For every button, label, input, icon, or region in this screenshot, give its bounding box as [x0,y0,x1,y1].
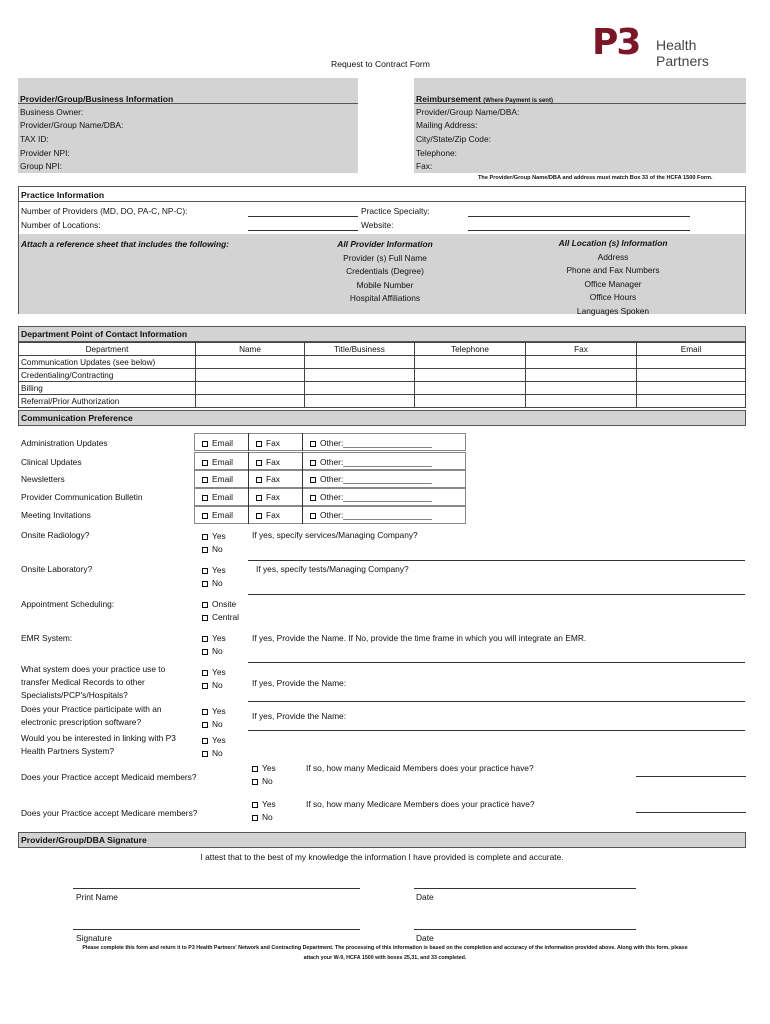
reimb-field-mailing: Mailing Address: [416,120,478,130]
laboratory-followup: If yes, specify tests/Managing Company? [256,564,409,574]
dept-cell: Credentialing/Contracting [19,369,196,382]
records-question-l2: transfer Medical Records to other [21,677,145,687]
fax-checkbox[interactable]: Fax [256,492,280,502]
telephone-cell[interactable] [415,356,526,369]
linking-question-l1: Would you be interested in linking with P3 [21,733,176,743]
footer-instructions-l2: attach your W-9, HCFA 1500 with boxes 25,31, and 33 completed. [303,955,467,961]
table-header-row [19,343,746,356]
email-cell[interactable] [637,395,746,408]
comm-row-label: Clinical Updates [21,457,82,467]
laboratory-yes[interactable]: Yes [202,565,226,575]
dept-cell: Referral/Prior Authorization [19,395,196,408]
reimb-field-fax: Fax: [416,161,433,171]
email-cell[interactable] [637,382,746,395]
scheduling-onsite[interactable]: Onsite [202,599,236,609]
location-list-item: Phone and Fax Numbers [566,265,660,275]
provider-list-item: Provider (s) Full Name [343,252,427,263]
fax-checkbox[interactable]: Fax [256,457,280,467]
eprescribe-question-l2: electronic prescription software? [21,717,142,727]
emr-followup: If yes, Provide the Name. If No, provide the time frame in which you will integrate an EMR. [252,633,587,643]
radiology-followup: If yes, specify services/Managing Company? [252,530,418,540]
col-email: Email [637,343,746,356]
medicare-no[interactable]: No [252,812,273,822]
table-row [19,382,746,395]
scheduling-central[interactable]: Central [202,612,239,622]
telephone-cell[interactable] [415,369,526,382]
location-list-item: Office Hours [589,292,637,302]
practice-info-title: Practice Information [21,190,105,200]
num-locations-label: Number of Locations: [21,220,101,230]
medicare-question: Does your Practice accept Medicare members? [21,808,198,818]
contacts-header [18,326,746,342]
website-label: Website: [361,220,394,230]
provider-info-box [18,78,358,173]
signature-line[interactable] [73,929,360,930]
provider-list-title: All Provider Information [337,239,433,249]
location-list-item: Office Manager [584,278,642,289]
email-cell[interactable] [637,356,746,369]
col-title: Title/Business [305,343,415,356]
table-row [19,395,746,408]
medicaid-question: Does your Practice accept Medicaid members? [21,772,197,782]
other-checkbox[interactable]: Other:___________________ [310,474,432,484]
reimb-field-city: City/State/Zip Code: [416,134,491,144]
records-yes[interactable]: Yes [202,667,226,677]
medicaid-followup: If so, how many Medicaid Members does your practice have? [306,763,534,773]
medicare-answer-line[interactable] [636,812,746,813]
medicare-yes[interactable]: Yes [252,799,276,809]
reimbursement-subtitle: (Where Payment is sent) [483,98,553,104]
radiology-answer-line[interactable] [248,560,745,561]
dept-cell: Communication Updates (see below) [19,356,196,369]
print-name-line[interactable] [73,888,360,889]
location-info-list [530,237,696,318]
medicaid-no[interactable]: No [252,776,273,786]
signature-label: Signature [76,933,112,943]
title-cell[interactable] [305,395,415,408]
records-question-l1: What system does your practice use to [21,664,166,674]
specialty-label: Practice Specialty: [361,206,430,216]
date-label-2: Date [416,933,434,943]
fax-cell[interactable] [526,369,637,382]
provider-field-name-dba: Provider/Group Name/DBA: [20,120,124,130]
location-list-title: All Location (s) Information [558,238,668,248]
signature-title: Provider/Group/DBA Signature [21,835,147,845]
col-name: Name [196,343,305,356]
logo-line2: Partners [656,53,709,69]
form-title: Request to Contract Form [331,59,430,69]
comm-row-label: Provider Communication Bulletin [21,492,143,502]
emr-no[interactable]: No [202,646,223,656]
col-department: Department [19,343,196,356]
attestation-text: I attest that to the best of my knowledge the information I have provided is complete and accurate. [200,852,564,862]
name-cell[interactable] [196,382,305,395]
telephone-cell[interactable] [415,395,526,408]
records-answer-line[interactable] [248,701,745,702]
provider-list-item: Mobile Number [356,279,414,290]
table-row [19,369,746,382]
linking-no[interactable]: No [202,748,223,758]
provider-field-group-npi: Group NPI: [20,161,62,171]
reimbursement-note: The Provider/Group Name/DBA and address must match Box 33 of the HCFA 1500 Form. [478,175,713,181]
other-checkbox[interactable]: Other:___________________ [310,492,432,502]
table-row [19,356,746,369]
email-checkbox[interactable]: Email [202,492,233,502]
fax-checkbox[interactable]: Fax [256,438,280,448]
provider-list-item: Hospital Affiliations [349,293,421,303]
comm-row-label: Administration Updates [21,438,108,448]
radiology-question: Onsite Radiology? [21,530,90,540]
date-line-2[interactable] [414,929,636,930]
fax-cell[interactable] [526,382,637,395]
laboratory-no[interactable]: No [202,578,223,588]
email-checkbox[interactable]: Email [202,457,233,467]
records-followup: If yes, Provide the Name: [252,678,347,688]
emr-question: EMR System: [21,633,73,643]
num-providers-label: Number of Providers (MD, DO, PA-C, NP-C): [21,206,188,216]
laboratory-answer-line[interactable] [248,594,745,595]
records-question-l3: Specialists/PCP's/Hospitals? [21,690,128,700]
p3-logo [592,24,742,72]
comm-pref-header [18,410,746,426]
reimbursement-box [414,78,746,173]
eprescribe-answer-line[interactable] [248,730,745,731]
fax-checkbox[interactable]: Fax [256,474,280,484]
fax-cell[interactable] [526,395,637,408]
comm-row-label: Meeting Invitations [21,510,91,520]
eprescribe-followup: If yes, Provide the Name: [252,711,347,721]
num-providers-field[interactable] [248,216,358,217]
telephone-cell[interactable] [415,382,526,395]
scheduling-question: Appointment Scheduling: [21,599,115,609]
reimb-field-telephone: Telephone: [416,148,457,158]
provider-field-tax-id: TAX ID: [20,134,49,144]
attach-instruction: Attach a reference sheet that includes the following: [21,239,230,249]
location-list-item: Languages Spoken [576,305,650,316]
laboratory-question: Onsite Laboratory? [21,564,93,574]
provider-info-title: Provider/Group/Business Information [20,94,174,104]
email-checkbox[interactable]: Email [202,474,233,484]
provider-field-provider-npi: Provider NPI: [20,148,70,158]
records-no[interactable]: No [202,680,223,690]
dept-cell: Billing [19,382,196,395]
logo-mark: P3 [592,22,640,63]
date-line-1[interactable] [414,888,636,889]
emr-yes[interactable]: Yes [202,633,226,643]
name-cell[interactable] [196,369,305,382]
contacts-table [18,342,746,408]
num-locations-field[interactable] [248,230,358,231]
name-cell[interactable] [196,395,305,408]
eprescribe-yes[interactable]: Yes [202,706,226,716]
col-fax: Fax [526,343,637,356]
medicaid-answer-line[interactable] [636,776,746,777]
specialty-field[interactable] [468,216,690,217]
title-cell[interactable] [305,369,415,382]
provider-info-list [310,238,460,306]
medicaid-yes[interactable]: Yes [252,763,276,773]
location-list-item: Address [597,251,629,262]
radiology-yes[interactable]: Yes [202,531,226,541]
email-checkbox[interactable]: Email [202,510,233,520]
date-label-1: Date [416,892,434,902]
website-field[interactable] [468,230,690,231]
fax-checkbox[interactable]: Fax [256,510,280,520]
title-cell[interactable] [305,356,415,369]
reimbursement-title: Reimbursement [416,94,481,104]
contacts-title: Department Point of Contact Information [21,329,188,339]
fax-cell[interactable] [526,356,637,369]
provider-field-business-owner: Business Owner: [20,107,84,117]
eprescribe-question-l1: Does your Practice participate with an [21,704,162,714]
provider-list-item: Credentials (Degree) [346,266,424,276]
other-checkbox[interactable]: Other:___________________ [310,457,432,467]
other-checkbox[interactable]: Other:___________________ [310,510,432,520]
emr-answer-line[interactable] [248,662,745,663]
email-cell[interactable] [637,369,746,382]
comm-pref-title: Communication Preference [21,413,133,423]
print-name-label: Print Name [76,892,118,902]
eprescribe-no[interactable]: No [202,719,223,729]
medicare-followup: If so, how many Medicare Members does your practice have? [306,799,535,809]
email-checkbox[interactable]: Email [202,438,233,448]
title-cell[interactable] [305,382,415,395]
linking-yes[interactable]: Yes [202,735,226,745]
linking-question-l2: Health Partners System? [21,746,115,756]
reimb-field-name-dba: Provider/Group Name/DBA: [416,107,520,117]
comm-row-label: Newsletters [21,474,65,484]
signature-header [18,832,746,848]
other-checkbox[interactable]: Other:___________________ [310,438,432,448]
col-telephone: Telephone [415,343,526,356]
footer-instructions-l1: Please complete this form and return it to P3 Health Partners' Network and Contracting Department. The processing of this information is based on the completion and accuracy of the information provided above. Along with this form, please [82,945,688,951]
radiology-no[interactable]: No [202,544,223,554]
logo-line1: Health [656,37,697,53]
name-cell[interactable] [196,356,305,369]
